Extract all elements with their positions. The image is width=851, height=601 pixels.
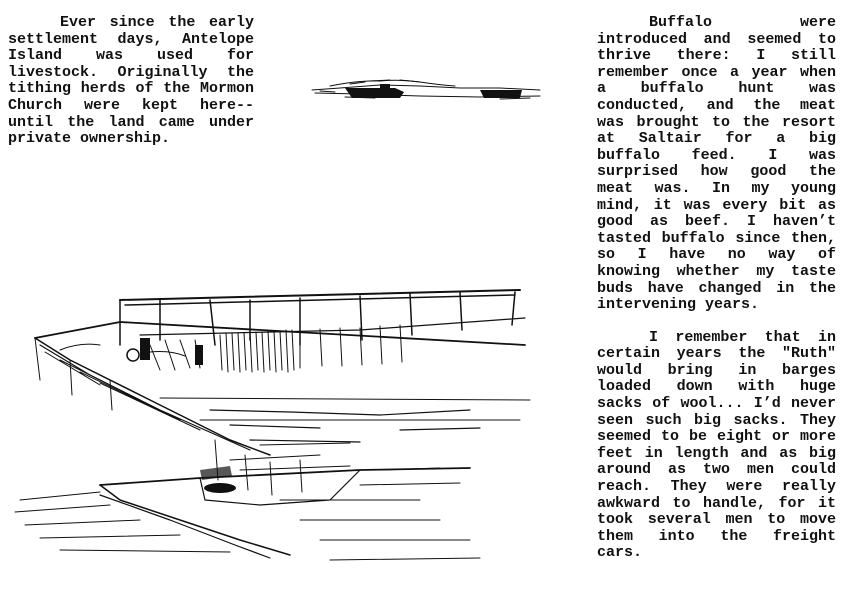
- left-column: [8, 15, 254, 148]
- paragraph-wool-barges: I remember that in certain years the "Ruth" would bring in barges loaded down with huge sacks of wool... I’d never seen such big sacks. They seemed to be eight or more feet in length and as big around as two men could reach. They were really awkward to handle, for it took several men to move them into the freight cars.: [597, 328, 836, 562]
- right-column: [597, 15, 836, 562]
- paragraph-antelope-island: Ever since the early settlement days, Antelope Island was used for livestock. Originally the tithing herds of the Mormon Church were kept here--until the land came under private ownership.: [8, 14, 254, 148]
- paragraph-buffalo: Buffalo were introduced and seemed to thrive there: I still remember once a year when a buffalo hunt was conducted, and the meat was brought to the resort at Saltair for a big buffalo feed. I was surprised how good the meat was. In my young mind, it was every bit as good as beef. I haven’t tasted buffalo since then, so I have no way of knowing whether my taste buds have changed in the intervening years.: [597, 14, 836, 314]
